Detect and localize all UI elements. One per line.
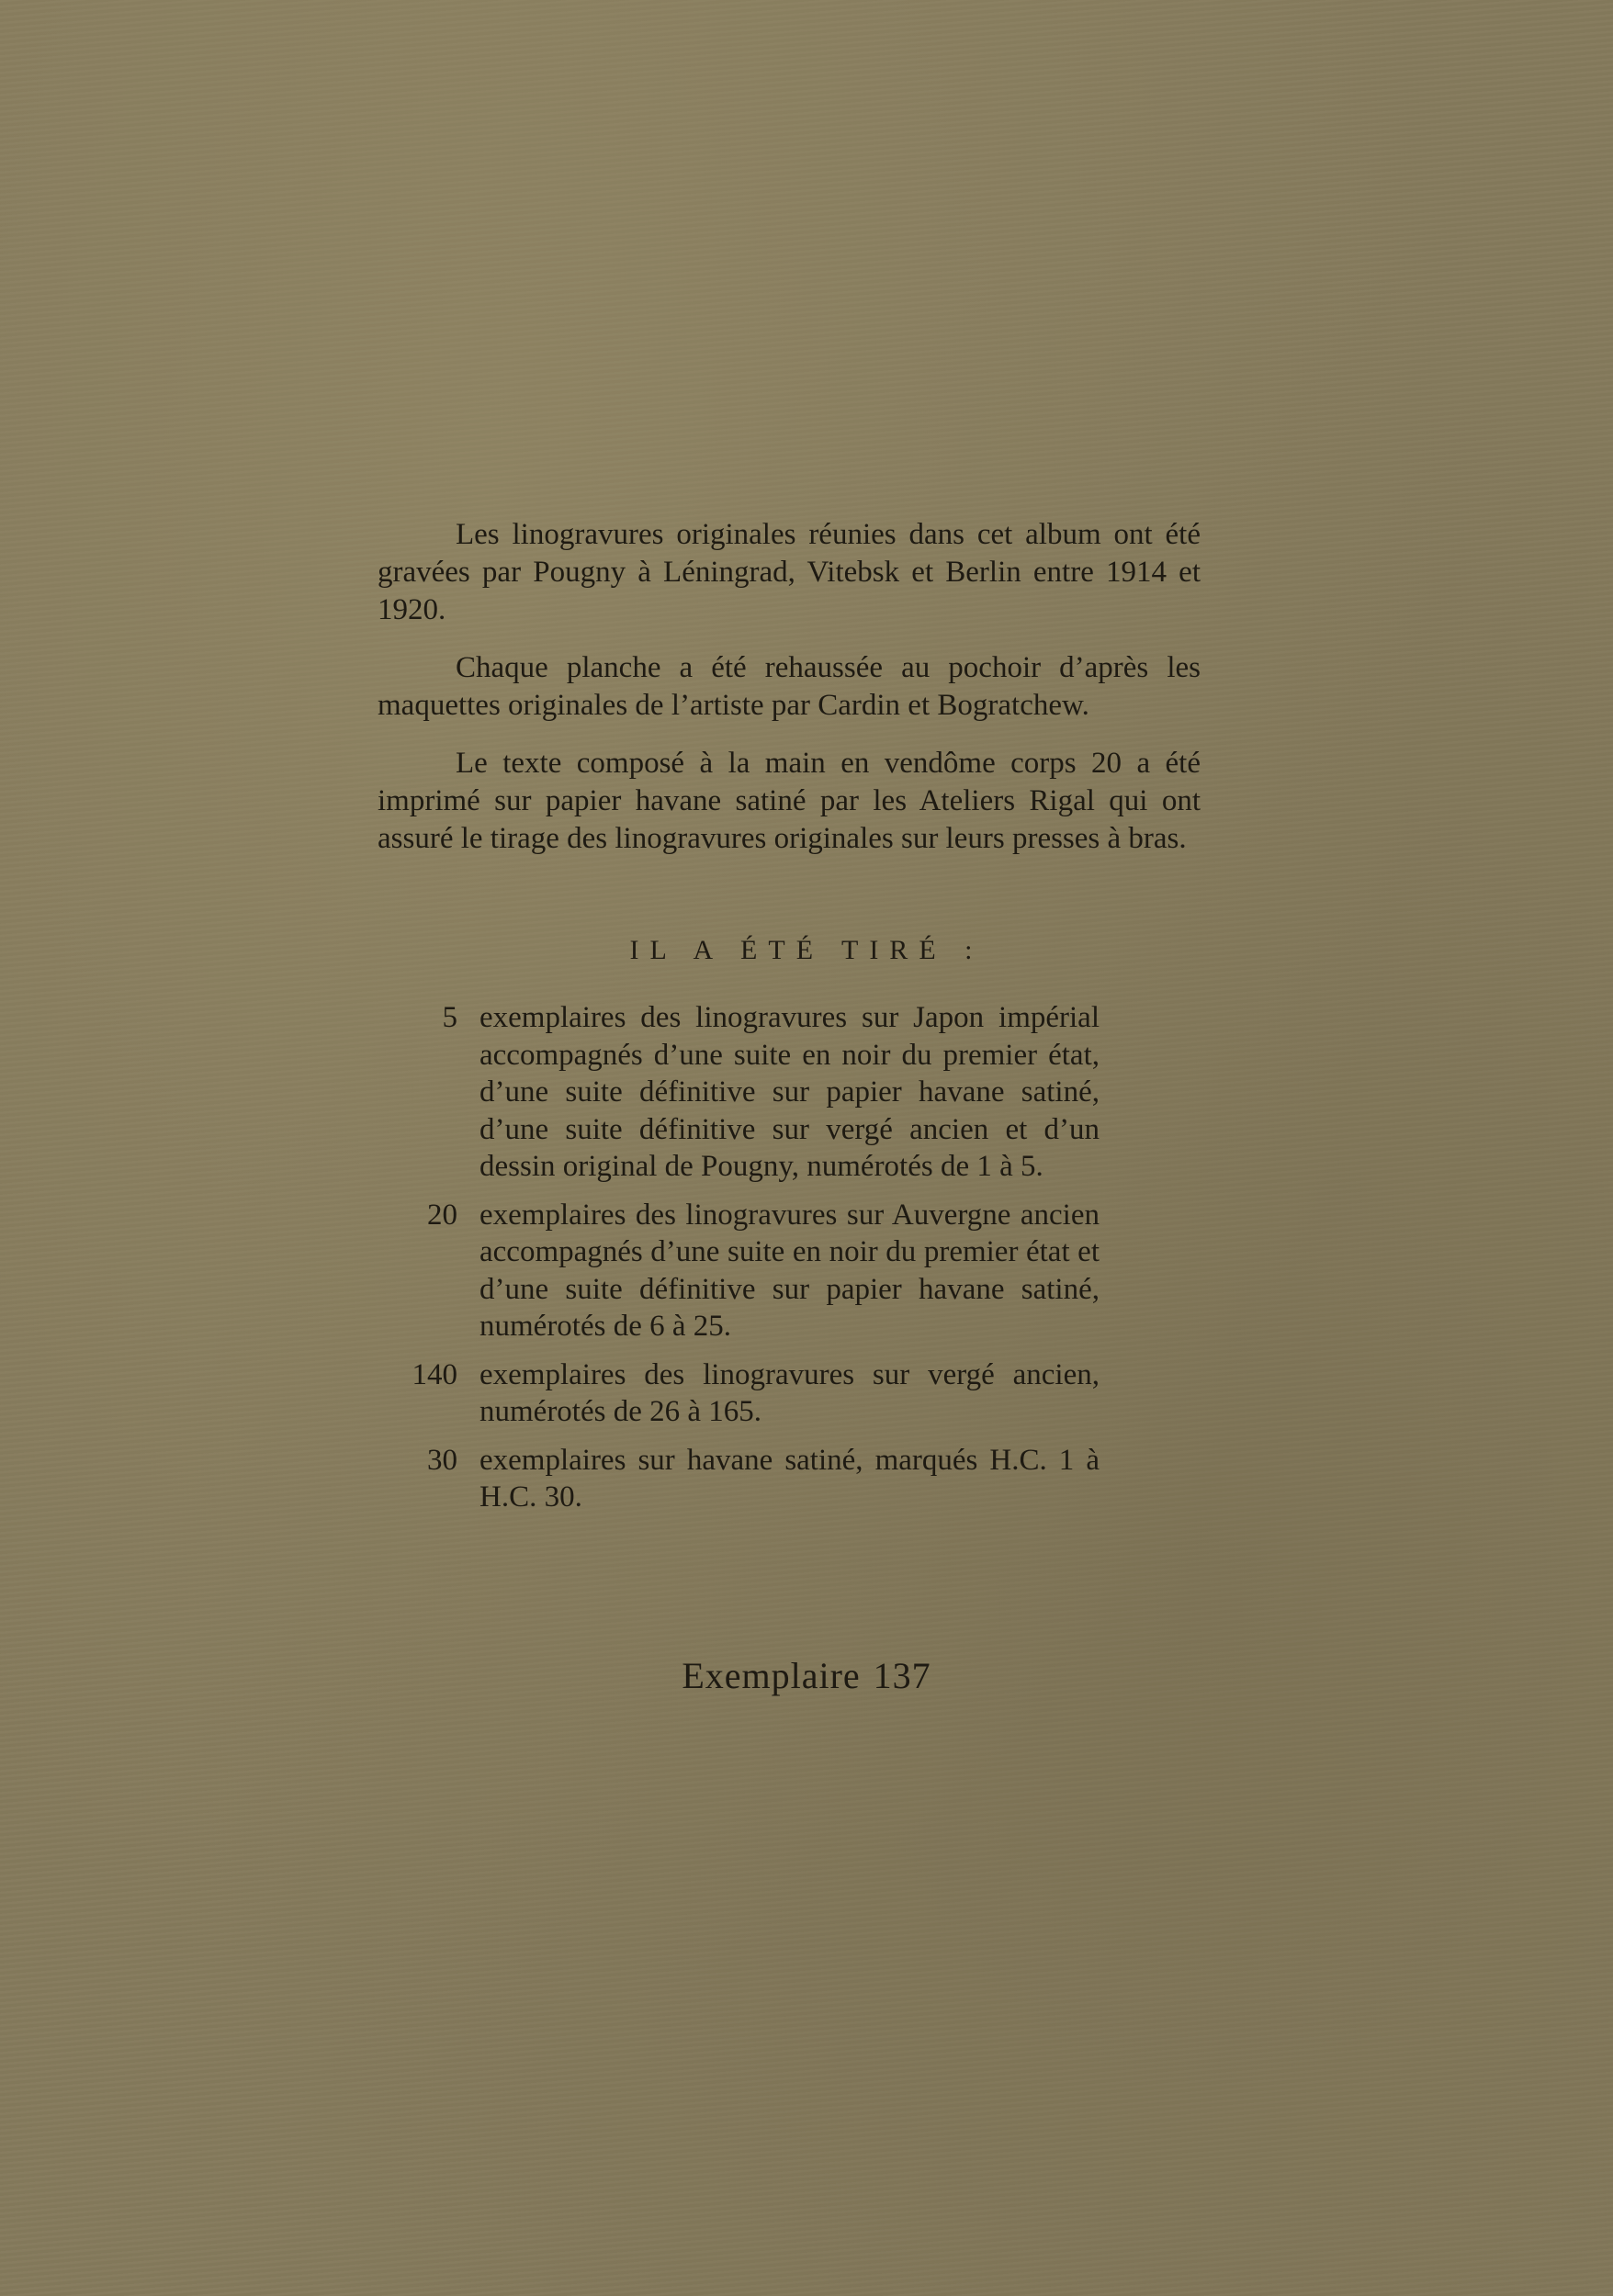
edition-description: exemplaires sur havane satiné, marqués H.C. 1 à H.C. 30. — [479, 1443, 1100, 1514]
edition-item — [386, 1197, 1102, 1345]
edition-count: 30 — [427, 1443, 457, 1477]
edition-count: 20 — [427, 1198, 457, 1232]
copy-number: 137 — [873, 1655, 931, 1696]
edition-description: exemplaires des linogravures sur Japon impérial accompagnés d’une suite en noir du premier état, d’une suite définitive sur papier havane satiné, d’une suite définitive sur vergé ancien et d’un dessin original de Pougny, numérotés de 1 à 5. — [479, 1001, 1100, 1183]
colophon-intro — [378, 516, 1201, 878]
edition-description: exemplaires des linogravures sur Auvergne ancien accompagnés d’une suite en noir du premier état et d’une suite définitive sur papier havane satiné, numérotés de 6 à 25. — [479, 1198, 1100, 1343]
intro-paragraph-3: Le texte composé à la main en vendôme corps 20 a été imprimé sur papier havane satiné par les Ateliers Rigal qui ont assuré le tirage des linogravures originales sur leurs presses à bras. — [378, 747, 1201, 855]
edition-count: 5 — [442, 1001, 457, 1034]
edition-item — [386, 999, 1102, 1186]
edition-description: exemplaires des linogravures sur vergé ancien, numérotés de 26 à 165. — [479, 1357, 1100, 1428]
copy-label: Exemplaire — [682, 1655, 861, 1696]
copy-number-line — [0, 1653, 1613, 1699]
edition-count: 140 — [412, 1357, 457, 1391]
tirage-heading: IL A ÉTÉ TIRÉ : — [629, 935, 984, 965]
edition-item — [386, 1356, 1102, 1431]
edition-item — [386, 1442, 1102, 1516]
intro-paragraph-2: Chaque planche a été rehaussée au pochoir d’après les maquettes originales de l’artiste par Cardin et Bogratchew. — [378, 651, 1201, 722]
edition-list — [386, 999, 1102, 1527]
intro-paragraph-1: Les linogravures originales réunies dans cet album ont été gravées par Pougny à Léningrad, Vitebsk et Berlin entre 1914 et 1920. — [378, 518, 1201, 626]
